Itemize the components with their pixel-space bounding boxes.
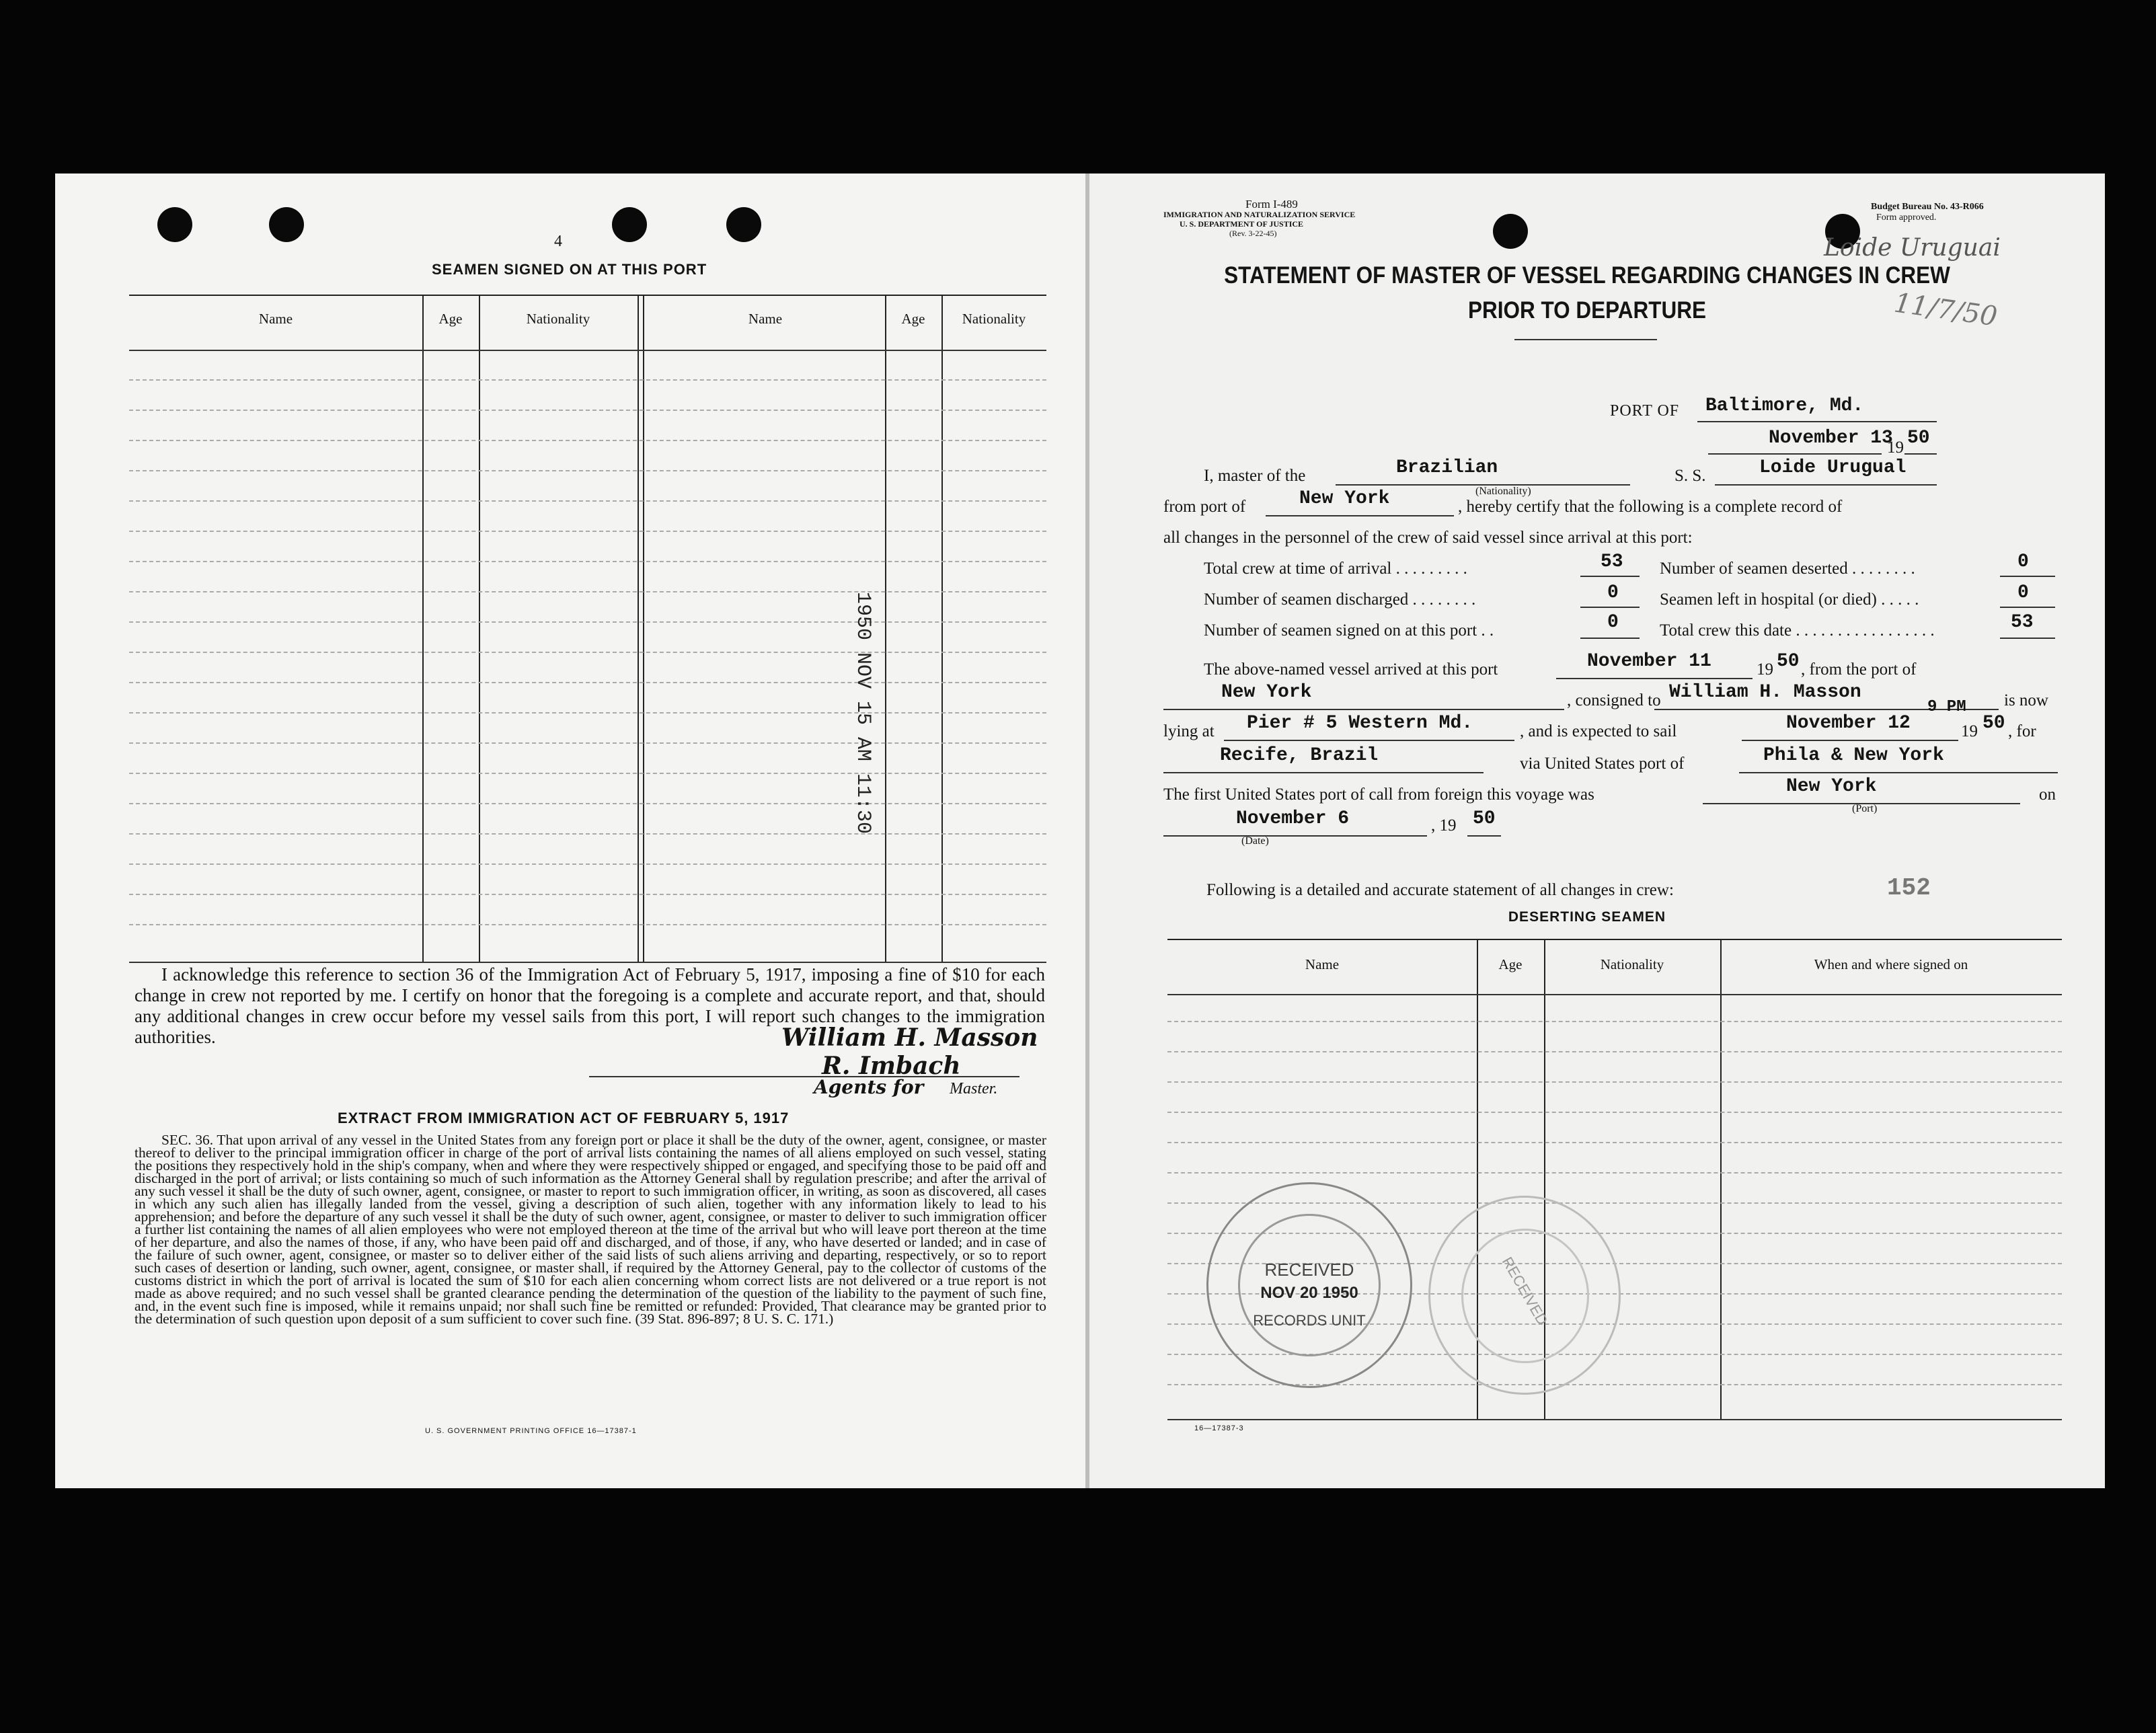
- column-rule: [479, 296, 480, 962]
- faded-stamp: [1428, 1196, 1621, 1395]
- fill-line: [1697, 421, 1937, 422]
- table-row-rule: [129, 591, 1046, 593]
- sail-date: November 12: [1786, 713, 1911, 734]
- table-row-rule: [129, 682, 1046, 684]
- column-header: Nationality: [526, 311, 590, 327]
- agency-line-1: IMMIGRATION AND NATURALIZATION SERVICE: [1163, 210, 1356, 219]
- column-header: Name: [748, 311, 783, 327]
- form-footer: 16—17387-3: [1194, 1424, 1244, 1432]
- seamen-signed-on-table: [129, 295, 1046, 963]
- lying-at-value: Pier # 5 Western Md.: [1247, 713, 1473, 734]
- punch-hole: [1493, 214, 1528, 249]
- port-caption: (Port): [1852, 803, 1878, 814]
- fill-line: [1904, 453, 1937, 455]
- first-port-value: New York: [1786, 776, 1877, 797]
- expected-label: , and is expected to sail: [1520, 722, 1677, 740]
- form-number: Form I-489: [1245, 198, 1298, 210]
- deserted-label: Number of seamen deserted . . . . . . . .: [1660, 560, 1915, 578]
- extract-text: SEC. 36. That upon arrival of any vessel in the United States from any foreign port or place it shall be the duty of the owner, agent, consignee, or master thereof to deliver to the principal immigration officer in charge of the port of arrival lists containing the names of all aliens employed on such vessel, stating the positions they respectively hold in the ship's company, when and where they were respectively shipped or engaged, and specifying those to be paid off and discharged in the port of arrival; or lists containing so much of such information as the Attorney General shall by regulation prescribe; and after the arrival of any such vessel it shall be the duty of such owner, agent, consignee, or master to report to such immigration officer, in writing, as soon as discovered, all cases in which any such alien has illegally landed from the vessel, giving a description of such alien, together with any information likely to lead to his apprehension; and before the departure of any such vessel it shall be the duty of such owner, agent, consignee, or master to deliver to such immigration officer a further list containing the names of all alien employees who were not employed thereon at the time of the arrival but who will leave port thereon at the time of her departure, and also the names of those, if any, who have been paid off and discharged, and of those, if any, who have deserted or landed; and in case of the failure of such owner, agent, consignee, or master so to deliver either of the said lists of such aliens arriving and departing, respectively, or so to report such cases of desertion or landing, such owner, agent, consignee, or master shall, if required by the Attorney General, pay to the collector of customs of the customs district in which the port of arrival is located the sum of $10 for each alien concerning whom correct lists are not delivered or a true report is not made as above required; and no such vessel shall be granted clearance pending the determination of the question of the liability to the payment of such fine, and, in the event such fine is imposed, while it remains unpaid; nor shall such fine be remitted or refunded: Provided, That clearance may be granted prior to the determination of such question upon deposit of a sum sufficient to cover such fine. (39 Stat. 896-897; 8 U. S. C. 171.): [134, 1132, 1046, 1327]
- extract-title: EXTRACT FROM IMMIGRATION ACT OF FEBRUARY 5, 1917: [338, 1110, 790, 1126]
- nationality-caption: (Nationality): [1475, 486, 1531, 497]
- fill-line: [1556, 678, 1753, 679]
- total-crew-date-value: 53: [2011, 612, 2034, 633]
- fill-line: [1580, 607, 1640, 608]
- table-row-rule: [1167, 1051, 2062, 1053]
- header-rule: [1167, 994, 2062, 996]
- column-header: Name: [258, 311, 293, 327]
- column-rule: [1720, 940, 1722, 1419]
- column-header: Name: [1305, 956, 1340, 972]
- master-of-label: I, master of the: [1204, 467, 1306, 485]
- punch-hole: [157, 207, 192, 242]
- fill-line: [1739, 772, 2058, 773]
- agents-for-note: Agents for: [814, 1076, 924, 1098]
- table-row-rule: [129, 531, 1046, 533]
- report-year: 50: [1907, 428, 1930, 449]
- faded-stamp-text: RECEIVED: [1498, 1254, 1551, 1328]
- fill-line: [2000, 576, 2055, 577]
- fill-line: [2000, 607, 2055, 608]
- stamped-number: 152: [1887, 874, 1931, 902]
- total-crew-arrival-value: 53: [1601, 551, 1623, 572]
- fill-line: [1266, 515, 1454, 516]
- fill-line: [1163, 835, 1427, 837]
- from-port-label: from port of: [1163, 498, 1246, 516]
- acknowledgement-text: I acknowledge this reference to section 36 of the Immigration Act of February 5, 1917, imposing a fine of $10 for each change in crew not reported by me. I certify on honor that the foregoing is a complete and accurate report, and that, should any additional changes in crew occur before my vessel sails from this port, I will report such changes to the immigration authorities.: [134, 964, 1045, 1047]
- table-title: SEAMEN SIGNED ON AT THIS PORT: [432, 261, 707, 278]
- sail-year-prefix: 19: [1961, 722, 1978, 740]
- report-date: November 13: [1769, 428, 1893, 449]
- hospital-label: Seamen left in hospital (or died) . . . . .: [1660, 590, 1919, 609]
- on-label: on: [2039, 785, 2056, 804]
- first-port-year: 50: [1473, 808, 1496, 829]
- first-port-date: November 6: [1236, 808, 1350, 829]
- sail-year: 50: [1982, 713, 2005, 734]
- year-prefix: 19: [1887, 438, 1904, 457]
- title-rule: [1514, 339, 1657, 340]
- total-crew-arrival-label: Total crew at time of arrival . . . . . . . . .: [1204, 560, 1467, 578]
- header-rule: [129, 350, 1046, 352]
- form-approved: Form approved.: [1876, 213, 1937, 223]
- consigned-label: , consigned to: [1567, 691, 1661, 709]
- for-label: , for: [2008, 722, 2036, 740]
- fill-line: [1715, 484, 1937, 486]
- fill-line: [2000, 638, 2055, 639]
- column-header: Age: [438, 311, 463, 327]
- agency-line-2: U. S. DEPARTMENT OF JUSTICE: [1180, 219, 1304, 229]
- table-row-rule: [129, 833, 1046, 835]
- table-row-rule: [129, 652, 1046, 654]
- table-row-rule: [129, 470, 1046, 472]
- column-header: Age: [901, 311, 925, 327]
- column-header: When and where signed on: [1814, 956, 1968, 972]
- table-row-rule: [129, 561, 1046, 563]
- punch-hole: [612, 207, 647, 242]
- consignee: William H. Masson: [1669, 682, 1861, 703]
- vessel-nationality: Brazilian: [1396, 457, 1498, 478]
- table-row-rule: [1167, 1021, 2062, 1023]
- hospital-value: 0: [2017, 582, 2029, 603]
- fill-line: [1163, 772, 1484, 773]
- punch-hole: [726, 207, 761, 242]
- discharged-value: 0: [1607, 582, 1619, 603]
- received-stamp: [1206, 1182, 1412, 1388]
- stamp-date-text: NOV 20 1950: [1260, 1284, 1358, 1302]
- deserted-value: 0: [2017, 551, 2029, 572]
- column-rule: [885, 296, 886, 962]
- fill-line: [1708, 453, 1882, 455]
- agent-signature: R. Imbach: [822, 1052, 961, 1080]
- fill-line: [1163, 709, 1564, 710]
- punch-hole: [269, 207, 304, 242]
- changes-text: all changes in the personnel of the crew of said vessel since arrival at this port:: [1163, 529, 1693, 547]
- column-header: Nationality: [1600, 956, 1664, 972]
- right-page: [1089, 174, 2105, 1488]
- arrived-year: 50: [1777, 651, 1800, 672]
- left-page: [55, 174, 1087, 1488]
- table-row-rule: [129, 894, 1046, 896]
- form-title: STATEMENT OF MASTER OF VESSEL REGARDING CHANGES IN CREW: [1224, 262, 1950, 288]
- arrived-from: New York: [1221, 682, 1312, 703]
- first-port-year-prefix: , 19: [1431, 816, 1457, 835]
- from-the-port-label: , from the port of: [1801, 660, 1917, 679]
- fill-line: [1580, 638, 1640, 639]
- fill-line: [1467, 835, 1501, 837]
- printing-office-footer: U. S. GOVERNMENT PRINTING OFFICE 16—17387-1: [425, 1427, 637, 1435]
- table-row-rule: [1167, 1112, 2062, 1114]
- signed-on-value: 0: [1607, 612, 1619, 633]
- column-header: Nationality: [962, 311, 1026, 327]
- fill-line: [1224, 740, 1514, 741]
- port-of-value: Baltimore, Md.: [1705, 395, 1864, 416]
- discharged-label: Number of seamen discharged . . . . . . . .: [1204, 590, 1476, 609]
- table-row-rule: [129, 621, 1046, 623]
- via-label: via United States port of: [1520, 755, 1685, 773]
- column-rule: [422, 296, 424, 962]
- column-rule: [638, 296, 639, 962]
- table-row-rule: [129, 440, 1046, 442]
- first-port-label: The first United States port of call from foreign this voyage was: [1163, 785, 1594, 804]
- via-value: Phila & New York: [1763, 745, 1944, 766]
- page-number: 4: [554, 233, 562, 250]
- total-crew-date-label: Total crew this date . . . . . . . . . . . . . . . . .: [1660, 621, 1935, 640]
- column-rule: [643, 296, 644, 962]
- table-row-rule: [129, 742, 1046, 744]
- destination: Recife, Brazil: [1220, 745, 1379, 766]
- table-row-rule: [129, 410, 1046, 412]
- column-header: Age: [1498, 956, 1523, 972]
- table-row-rule: [129, 500, 1046, 502]
- fill-line: [1580, 576, 1640, 577]
- master-signature: William H. Masson: [781, 1024, 1038, 1052]
- table-row-rule: [1167, 1081, 2062, 1083]
- budget-bureau-number: Budget Bureau No. 43-R066: [1871, 202, 1984, 212]
- received-time-stamp: 1950 NOV 15 AM 11:30: [851, 592, 874, 835]
- table-row-rule: [129, 924, 1046, 926]
- arrived-label: The above-named vessel arrived at this port: [1204, 660, 1498, 679]
- table-row-rule: [129, 379, 1046, 381]
- stamp-received-text: RECEIVED: [1264, 1260, 1354, 1280]
- table-row-rule: [129, 712, 1046, 714]
- signed-on-label: Number of seamen signed on at this port . .: [1204, 621, 1494, 640]
- arrived-year-prefix: 19: [1757, 660, 1773, 679]
- arrived-date: November 11: [1587, 651, 1711, 672]
- port-of-label: PORT OF: [1610, 402, 1680, 420]
- table-row-rule: [129, 863, 1046, 865]
- stamp-unit-text: RECORDS UNIT: [1253, 1312, 1366, 1329]
- fill-line: [1742, 740, 1958, 741]
- ss-label: S. S.: [1674, 467, 1706, 485]
- lying-at-label: lying at: [1163, 722, 1215, 740]
- handwritten-date-note: 11/7/50: [1892, 287, 1999, 333]
- table-row-rule: [129, 773, 1046, 775]
- table-row-rule: [1167, 1142, 2062, 1144]
- signature-role: Master.: [950, 1080, 998, 1097]
- following-text: Following is a detailed and accurate statement of all changes in crew:: [1206, 881, 1674, 899]
- deserting-title: DESERTING SEAMEN: [1508, 909, 1666, 925]
- handwritten-ship-note: Loide Uruguai: [1824, 234, 2001, 262]
- form-subtitle: PRIOR TO DEPARTURE: [1467, 297, 1707, 323]
- table-row-rule: [1167, 1172, 2062, 1174]
- is-now-label: is now: [2004, 691, 2048, 709]
- ship-name: Loide Urugual: [1759, 457, 1907, 478]
- date-caption: (Date): [1241, 835, 1269, 847]
- from-port-value: New York: [1299, 488, 1390, 509]
- column-rule: [941, 296, 943, 962]
- certify-text: , hereby certify that the following is a complete record of: [1458, 498, 1843, 516]
- sail-time: 9 PM: [1927, 698, 1966, 716]
- table-row-rule: [129, 803, 1046, 805]
- form-revision: (Rev. 3-22-45): [1229, 229, 1277, 238]
